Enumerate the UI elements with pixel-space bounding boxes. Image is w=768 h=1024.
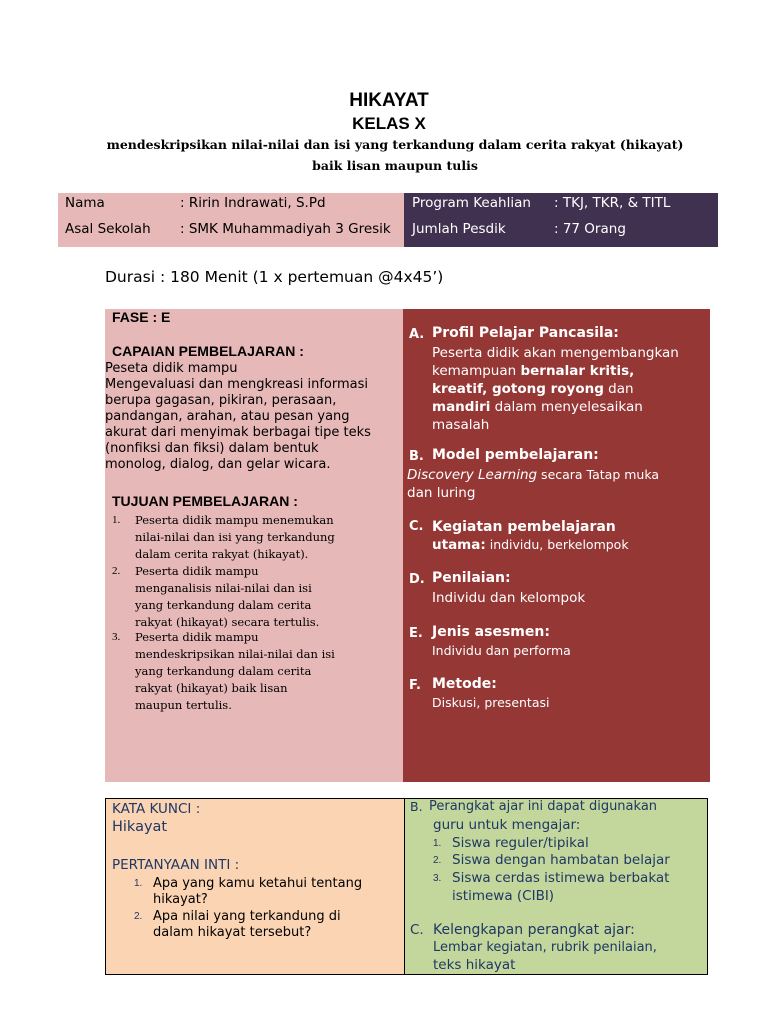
- program-value: : TKJ, TKR, & TITL: [554, 195, 671, 211]
- profil-line: [432, 362, 679, 380]
- question-item: Apa yang kamu ketahui tentang hikayat?: [153, 876, 363, 907]
- identity-right-panel: [404, 193, 718, 247]
- nama-label: Nama: [65, 195, 105, 211]
- subtitle-line-2: baik lisan maupun tulis: [312, 158, 478, 173]
- profil-text: kemampuan: [432, 363, 521, 379]
- model-text: secara Tatap muka: [537, 467, 660, 482]
- capaian-line: Peseta didik mampu: [105, 361, 238, 376]
- fase-label: FASE : E: [112, 309, 171, 325]
- profil-line: [432, 380, 679, 398]
- profil-text: dalam menyelesaikan: [490, 399, 643, 415]
- profil-line: [432, 398, 679, 416]
- perangkat-item: Siswa dengan hambatan belajar: [452, 852, 670, 868]
- kegiatan-bold-text: utama:: [432, 537, 486, 553]
- capaian-line: monolog, dialog, dan gelar wicara.: [105, 457, 331, 472]
- section-letter: A.: [409, 327, 425, 342]
- capaian-line: berupa gagasan, pikiran, perasaan,: [105, 393, 337, 408]
- profil-bold-text: kreatif, gotong royong: [432, 381, 604, 397]
- model-body: [407, 466, 659, 502]
- capaian-line: Mengevaluasi dan mengkreasi informasi: [105, 377, 369, 392]
- tujuan-number: 2.: [112, 565, 121, 577]
- pesdik-value: : 77 Orang: [554, 221, 626, 237]
- perangkat-item-continued: istimewa (CIBI): [452, 888, 555, 904]
- capaian-text: [105, 361, 371, 473]
- page-title: HIKAYAT: [349, 90, 429, 111]
- capaian-line: (nonfiksi dan fiksi) dalam bentuk: [105, 441, 319, 456]
- capaian-line: akurat dari menyimak berbagai tipe teks: [105, 425, 371, 440]
- kata-kunci-panel: [105, 798, 405, 975]
- model-italic-text: Discovery Learning: [407, 467, 538, 483]
- profil-panel: [403, 309, 710, 782]
- kegiatan-line: [432, 536, 629, 554]
- kelengkapan-line: Lembar kegiatan, rubrik penilaian,: [433, 940, 657, 955]
- asesmen-heading: Jenis asesmen:: [432, 624, 550, 640]
- sekolah-label: Asal Sekolah: [65, 221, 151, 237]
- kata-kunci-label: KATA KUNCI :: [112, 801, 201, 817]
- capaian-line: pandangan, arahan, atau pesan yang: [105, 409, 350, 424]
- section-letter: E.: [409, 626, 423, 641]
- kelengkapan-line: teks hikayat: [433, 957, 516, 973]
- subtitle-line-1: mendeskripsikan nilai-nilai dan isi yang terkandung dalam cerita rakyat (hikayat): [106, 137, 684, 152]
- metode-body: Diskusi, presentasi: [432, 695, 550, 710]
- tujuan-number: 1.: [112, 514, 121, 526]
- perangkat-line: guru untuk mengajar:: [433, 817, 581, 833]
- asesmen-body: Individu dan performa: [432, 643, 571, 658]
- perangkat-panel: [405, 798, 708, 975]
- kata-kunci-value: Hikayat: [112, 819, 168, 835]
- kegiatan-body: [432, 518, 629, 554]
- tujuan-heading: TUJUAN PEMBELAJARAN :: [112, 493, 298, 509]
- program-label: Program Keahlian: [412, 195, 531, 211]
- perangkat-number: 1.: [433, 838, 442, 849]
- model-line: dan luring: [407, 485, 476, 501]
- perangkat-line: Perangkat ajar ini dapat digunakan: [429, 799, 658, 814]
- sekolah-value: : SMK Muhammadiyah 3 Gresik: [180, 221, 391, 237]
- question-item: Apa nilai yang terkandung di dalam hikayat tersebut?: [153, 909, 341, 940]
- section-letter: D.: [409, 572, 425, 587]
- tujuan-number: 3.: [112, 631, 121, 643]
- profil-text: dan: [603, 381, 634, 397]
- section-letter: B.: [410, 799, 423, 814]
- profil-body: [432, 344, 679, 434]
- perangkat-number: 3.: [433, 873, 442, 884]
- profil-line: Peserta didik akan mengembangkan: [432, 345, 679, 361]
- profil-heading: Profil Pelajar Pancasila:: [432, 325, 619, 341]
- model-heading: Model pembelajaran:: [432, 447, 599, 463]
- penilaian-body: Individu dan kelompok: [432, 590, 586, 606]
- durasi-text: Durasi : 180 Menit (1 x pertemuan @4x45’): [105, 268, 444, 286]
- pertanyaan-inti-label: PERTANYAAN INTI :: [112, 857, 240, 873]
- kegiatan-text: individu, berkelompok: [485, 537, 629, 552]
- capaian-panel: [105, 309, 403, 782]
- section-letter: B.: [409, 449, 424, 464]
- capaian-heading: CAPAIAN PEMBELAJARAN :: [112, 343, 304, 359]
- profil-line: masalah: [432, 417, 490, 433]
- class-level: KELAS X: [352, 114, 426, 133]
- penilaian-heading: Penilaian:: [432, 570, 511, 586]
- pesdik-label: Jumlah Pesdik: [412, 221, 506, 237]
- nama-value: : Ririn Indrawati, S.Pd: [180, 195, 326, 211]
- question-number: 1.: [134, 878, 143, 889]
- section-letter: F.: [409, 678, 421, 693]
- section-letter: C.: [410, 922, 424, 938]
- kegiatan-heading: Kegiatan pembelajaran: [432, 519, 616, 535]
- perangkat-number: 2.: [433, 855, 442, 866]
- perangkat-item: Siswa reguler/tipikal: [452, 835, 589, 851]
- profil-bold-text: bernalar kritis,: [520, 363, 635, 379]
- section-letter: C.: [409, 519, 424, 534]
- tujuan-item: Peserta didik mampu mendeskripsikan nilai-nilai dan isi yang terkandung dalam cerita rakyat (hikayat) baik lisan maupun tertulis.: [135, 630, 335, 712]
- model-line: [407, 466, 659, 484]
- profil-bold-text: mandiri: [432, 399, 491, 415]
- metode-heading: Metode:: [432, 676, 497, 692]
- tujuan-item: Peserta didik mampu menemukan nilai-nilai dan isi yang terkandung dalam cerita rakyat (hikayat).: [135, 513, 335, 561]
- kelengkapan-heading: Kelengkapan perangkat ajar:: [433, 922, 635, 938]
- perangkat-item: Siswa cerdas istimewa berbakat: [452, 870, 670, 886]
- tujuan-item: Peserta didik mampu menganalisis nilai-nilai dan isi yang terkandung dalam cerita rakyat (hikayat) secara tertulis.: [135, 564, 320, 629]
- identity-left-panel: [58, 193, 404, 247]
- question-number: 2.: [134, 911, 143, 922]
